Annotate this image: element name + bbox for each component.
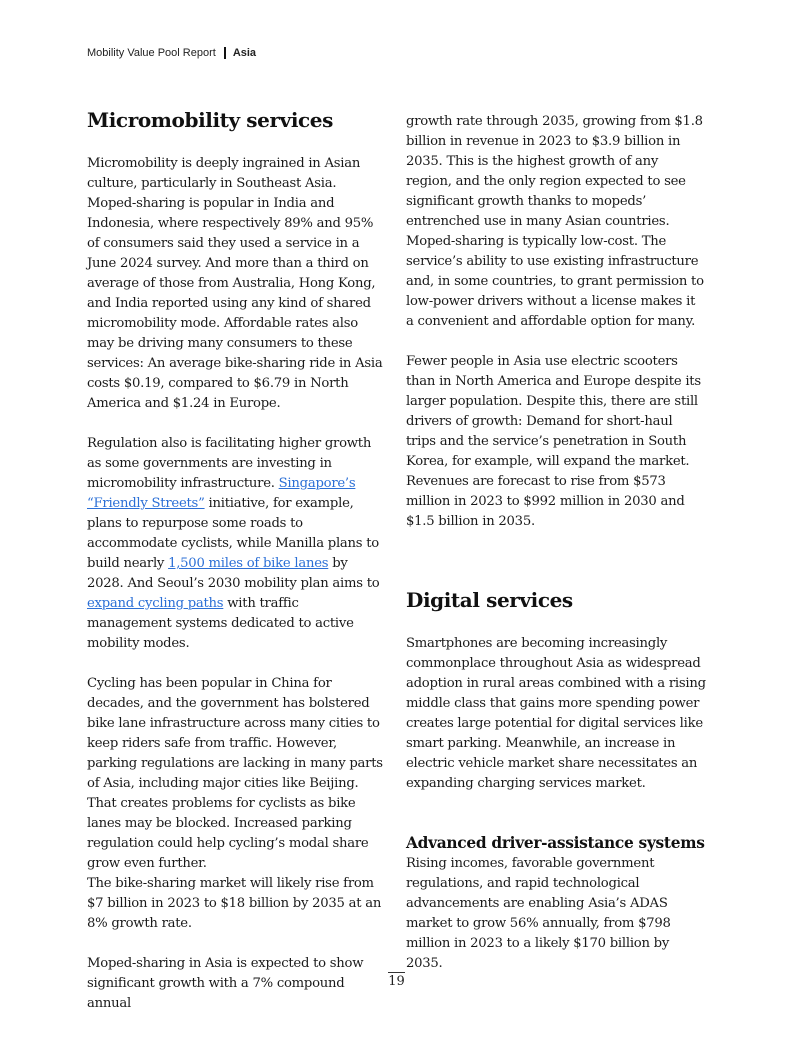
region-label: Asia (232, 47, 257, 59)
paragraph: growth rate through 2035, growing from $1.8 billion in revenue in 2023 to $3.9 billion in 2035. This is the highest growth of any region, and the only region expected to see significant growth thanks to mopeds’ entrenched use in many Asian countries. Moped-sharing is typically low-cost. The service’s ability to use existing infrastructure and, in some countries, to grant permission to low-power drivers without a license makes it a convenient and affordable option for many. (406, 114, 704, 329)
paragraph: Smartphones are becoming increasingly commonplace throughout Asia as widespread adoption in rural areas combined with a rising middle class that gains more spending power creates large potential for digital services like smart parking. Meanwhile, an increase in electric vehicle market share necessitates an expanding charging services market. (406, 636, 706, 791)
subheading-adas: Advanced driver-assistance systems (406, 834, 705, 852)
text-run: Regulation also is facilitating higher growth as some governments are investing in micromobility infrastructure. (87, 436, 372, 491)
link-expand-cycling-paths[interactable]: expand cycling paths (87, 596, 224, 611)
section-heading-digital-services: Digital services (406, 588, 573, 612)
right-column (406, 106, 706, 974)
link-bike-lanes[interactable]: 1,500 miles of bike lanes (168, 556, 329, 571)
page-number (0, 972, 793, 989)
text-run: with traffic management systems dedicated to active mobility modes. (87, 596, 354, 651)
page-header (87, 46, 256, 60)
paragraph: Rising incomes, favorable government regulations, and rapid technological advancements are enabling Asia’s ADAS market to grow 56% annually, from $798 million in 2023 to a likely $170 billion by 2035. (406, 856, 671, 971)
paragraph: Cycling has been popular in China for decades, and the government has bolstered bike lane infrastructure across many cities to keep riders safe from traffic. However, parking regulations are lacking in many parts of Asia, including major cities like Beijing. That creates problems for cyclists as bike lanes may be blocked. Increased parking regulation could help cycling’s modal share grow even further. (87, 676, 383, 871)
page-number-text: 19 (388, 974, 405, 989)
text-run: by 2028. And Seoul’s 2030 mobility plan aims to (87, 556, 380, 591)
report-title: Mobility Value Pool Report (87, 47, 216, 59)
paragraph-regulation (87, 434, 387, 654)
paragraph: Moped-sharing in Asia is expected to show significant growth with a 7% compound annual (87, 956, 364, 1011)
left-column (87, 106, 387, 1014)
link-friendly-streets[interactable]: Singapore’s “Friendly Streets” (87, 476, 356, 511)
text-run: initiative, for example, plans to repurpose some roads to accommodate cyclists, while Manilla plans to build nearly (87, 496, 379, 571)
section-heading-micromobility: Micromobility services (87, 108, 333, 132)
paragraph: Fewer people in Asia use electric scooters than in North America and Europe despite its larger population. Despite this, there are still drivers of growth: Demand for short-haul trips and the service’s penetration in South Korea, for example, will expand the market. Revenues are forecast to rise from $573 million in 2023 to $992 million in 2030 and $1.5 billion in 2035. (406, 354, 701, 529)
paragraph: Micromobility is deeply ingrained in Asian culture, particularly in Southeast Asia. Moped-sharing is popular in India and Indonesia, where respectively 89% and 95% of consumers said they used a service in a June 2024 survey. And more than a third on average of those from Australia, Hong Kong, and India reported using any kind of shared micromobility mode. Affordable rates also may be driving many consumers to these services: An average bike-sharing ride in Asia costs $0.19, compared to $6.79 in North America and $1.24 in Europe. (87, 156, 383, 411)
header-divider (224, 47, 226, 59)
paragraph: The bike-sharing market will likely rise from $7 billion in 2023 to $18 billion by 2035 at an 8% growth rate. (87, 876, 382, 931)
